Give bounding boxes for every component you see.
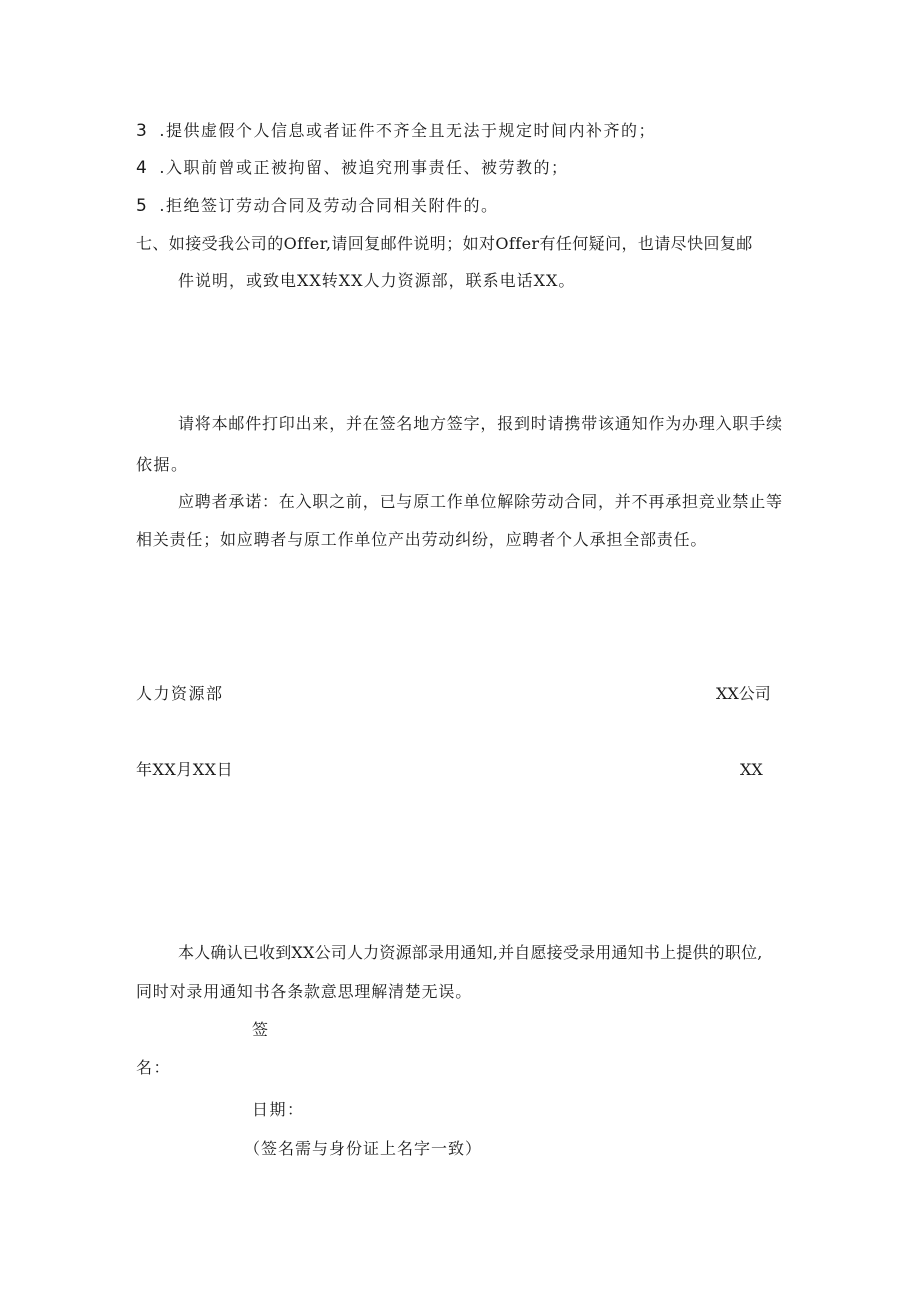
list-item-4 xyxy=(136,158,569,178)
instruction-paragraph-1-line-2: 依据。 xyxy=(136,455,189,474)
confirmation-line-1: 本人确认已收到XX公司人力资源部录用通知,并自愿接受录用通知书上提供的职位, xyxy=(178,943,763,962)
list-number: 5 xyxy=(136,196,147,216)
issue-date: 年XX月XX日 xyxy=(136,760,234,779)
list-text: .拒绝签订劳动合同及劳动合同相关附件的。 xyxy=(159,196,499,215)
list-item-3 xyxy=(136,121,656,141)
instruction-paragraph-2-line-2: 相关责任；如应聘者与原工作单位产出劳动纠纷，应聘者个人承担全部责任。 xyxy=(136,530,708,549)
instruction-paragraph-2-line-1: 应聘者承诺：在入职之前，已与原工作单位解除劳动合同，并不再承担竞业禁止等 xyxy=(178,492,783,511)
instruction-paragraph-1-line-1: 请将本邮件打印出来，并在签名地方签字，报到时请携带该通知作为办理入职手续 xyxy=(178,414,783,433)
date-label: 日期： xyxy=(252,1100,305,1119)
signature-label-part-2: 名： xyxy=(136,1058,172,1077)
list-number: 4 xyxy=(136,158,147,178)
list-item-5 xyxy=(136,196,499,216)
list-text: .入职前曾或正被拘留、被追究刑事责任、被劳教的； xyxy=(159,158,569,177)
signature-label-part-1: 签 xyxy=(252,1020,270,1039)
section-7-line-2: 件说明，或致电XX转XX人力资源部，联系电话XX。 xyxy=(178,271,576,290)
section-7-line-1: 七、如接受我公司的Offer,请回复邮件说明；如对Offer有任何疑问，也请尽快回复邮 xyxy=(136,234,753,253)
issue-year: XX xyxy=(740,760,763,779)
department-name: 人力资源部 xyxy=(136,684,224,703)
company-name: XX公司 xyxy=(716,684,771,703)
list-number: 3 xyxy=(136,121,147,141)
list-text: .提供虚假个人信息或者证件不齐全且无法于规定时间内补齐的； xyxy=(159,121,657,140)
confirmation-line-2: 同时对录用通知书各条款意思理解清楚无误。 xyxy=(136,982,473,1001)
signature-note: （签名需与身份证上名字一致） xyxy=(244,1139,483,1158)
